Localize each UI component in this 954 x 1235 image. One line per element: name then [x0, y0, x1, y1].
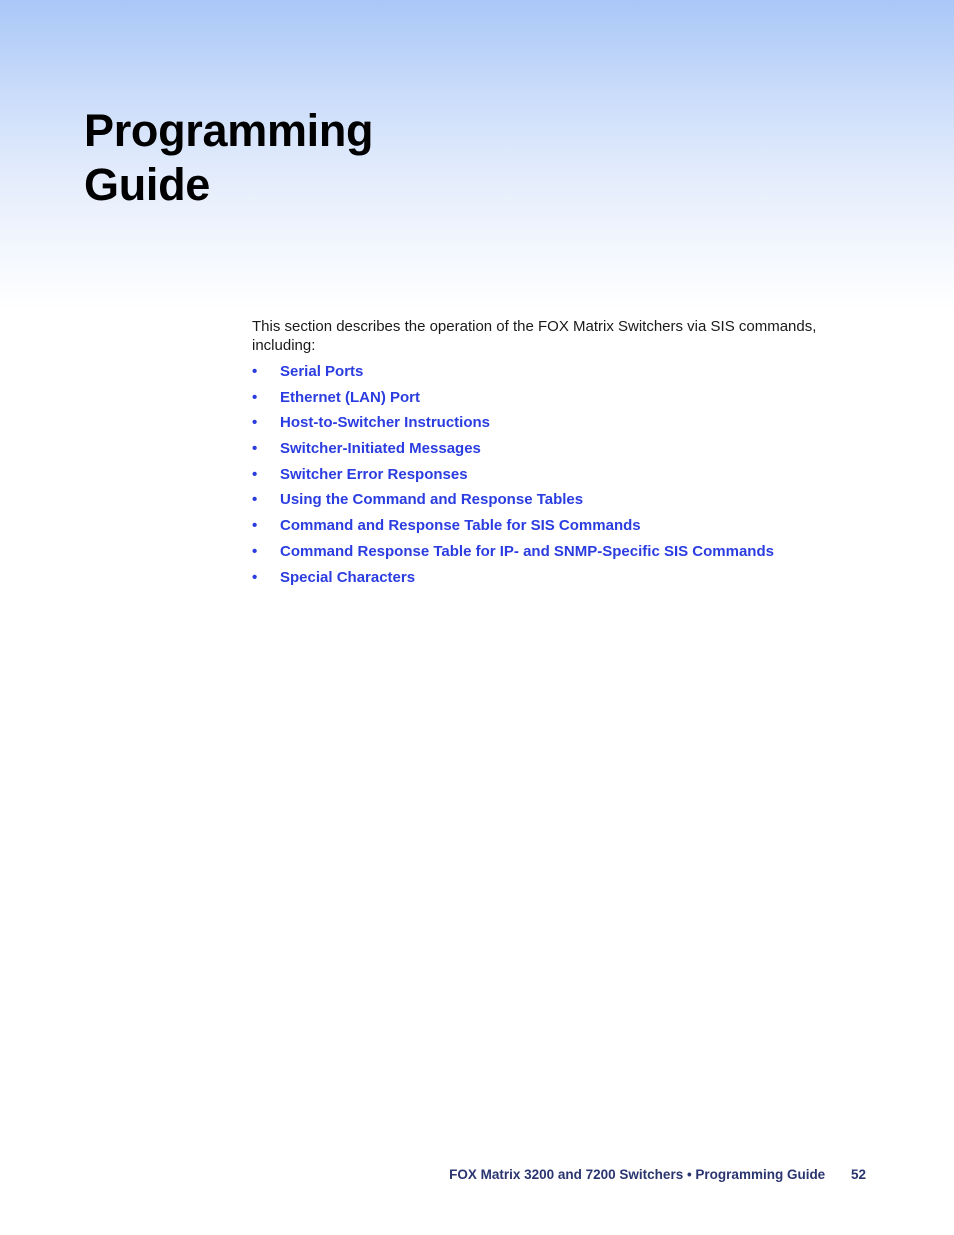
toc-link-ip-snmp-commands-table[interactable]: Command Response Table for IP- and SNMP-Specific SIS Commands — [280, 542, 774, 560]
page-title-line-1: Programming — [84, 105, 374, 156]
bullet-icon: • — [252, 542, 258, 560]
toc-link-serial-ports[interactable]: Serial Ports — [280, 363, 364, 380]
toc-link-switcher-initiated[interactable]: Switcher-Initiated Messages — [280, 440, 481, 458]
toc-link-using-tables[interactable]: Using the Command and Response Tables — [280, 491, 584, 509]
bullet-icon: • — [252, 414, 258, 432]
bullet-icon: • — [252, 440, 258, 458]
bullet-icon: • — [252, 568, 258, 586]
bullet-icon: • — [252, 491, 258, 509]
intro-paragraph: This section describes the operation of the FOX Matrix Switchers via SIS commands, including: — [252, 318, 817, 354]
page-footer — [449, 1167, 866, 1182]
bullet-icon: • — [252, 517, 258, 535]
bullet-icon: • — [252, 465, 258, 483]
page-title-line-2: Guide — [84, 159, 211, 210]
toc-link-ethernet-port[interactable]: Ethernet (LAN) Port — [280, 388, 420, 406]
toc-link-special-characters[interactable]: Special Characters — [280, 568, 416, 586]
bullet-icon: • — [252, 388, 258, 406]
toc-link-host-to-switcher[interactable]: Host-to-Switcher Instructions — [280, 414, 491, 432]
toc-link-sis-commands-table[interactable]: Command and Response Table for SIS Commands — [280, 517, 641, 535]
bullet-icon: • — [252, 363, 258, 380]
footer-page-number: 52 — [850, 1167, 866, 1182]
footer-doc-title: FOX Matrix 3200 and 7200 Switchers • Programming Guide — [449, 1167, 826, 1182]
toc-link-error-responses[interactable]: Switcher Error Responses — [280, 465, 468, 483]
page-title — [84, 104, 373, 212]
